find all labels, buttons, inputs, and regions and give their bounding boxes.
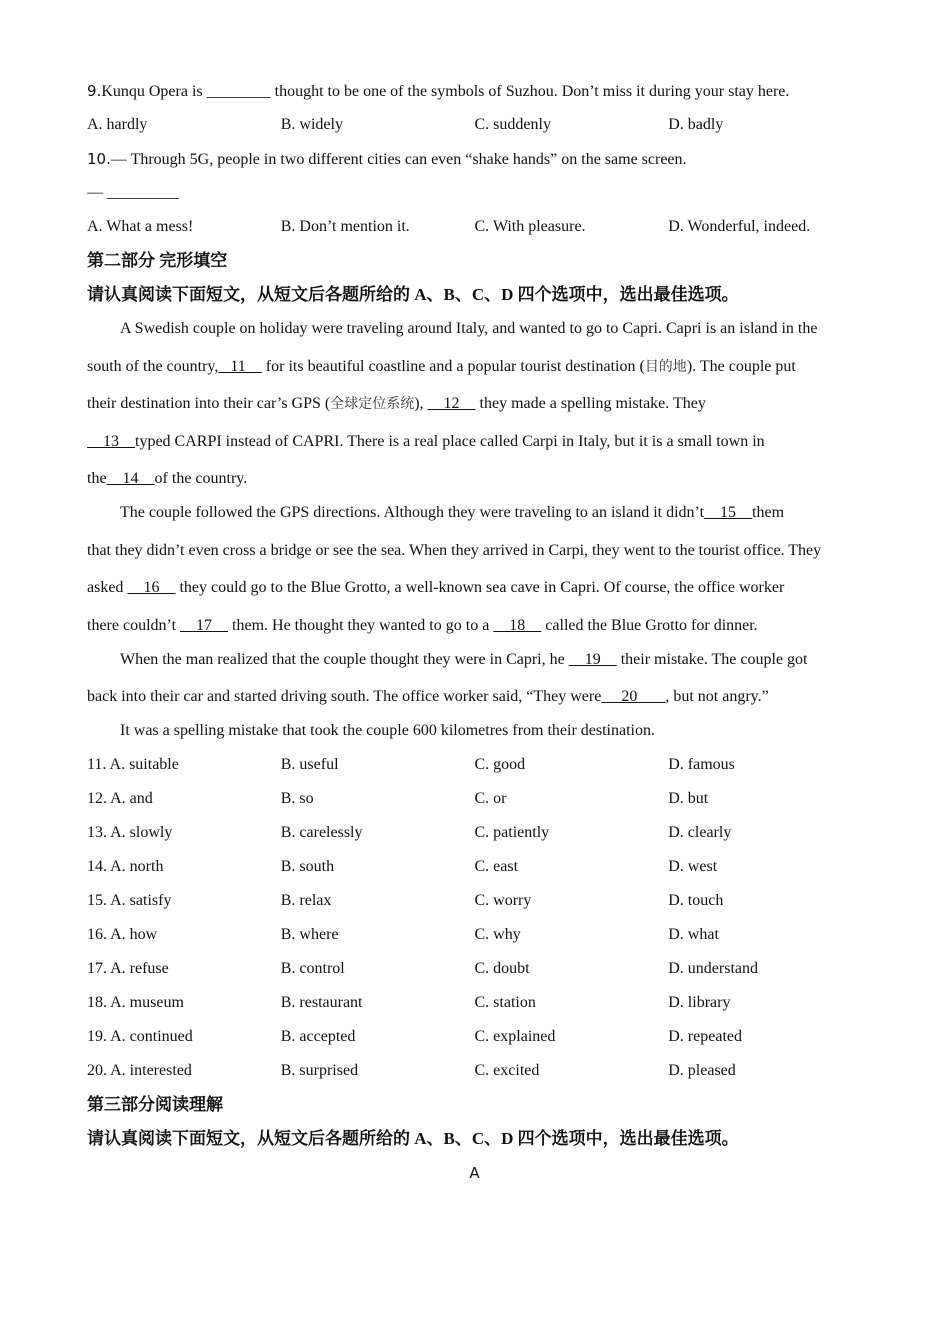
option-b: B. where [280, 926, 339, 943]
passage-line [87, 354, 862, 392]
option-d: D. what [668, 926, 719, 943]
exam-page [87, 78, 862, 1194]
blank-17: 17 [180, 616, 229, 634]
passage-text: The couple followed the GPS directions. Although they were traveling to an island it didn’t [120, 504, 705, 521]
option-b: B. surprised [280, 1062, 359, 1079]
option-d: D. repeated [668, 1028, 742, 1045]
passage-text: ), [414, 395, 428, 412]
part3-title: 第三部分阅读理解 [87, 1095, 223, 1114]
option-d: D. Wonderful, indeed. [668, 218, 811, 235]
passage-text: the [87, 470, 107, 487]
cloze-option-row [87, 786, 862, 820]
passage-line [87, 575, 862, 613]
cloze-option-row [87, 922, 862, 956]
option-c: C. or [474, 790, 507, 807]
part2-instruction: 请认真阅读下面短文，从短文后各题所给的 A、B、C、D 四个选项中，选出最佳选项。 [87, 285, 739, 304]
question-9 [87, 78, 862, 112]
option-c: C. good [474, 756, 526, 773]
option-c: C. excited [474, 1062, 540, 1079]
passage-line: It was a spelling mistake that took the couple 600 kilometres from their destination. [120, 722, 655, 739]
option-a: 11. A. suitable [87, 756, 179, 773]
passage-line [87, 500, 862, 538]
blank-18: 18 [493, 616, 542, 634]
passage-text: their destination into their car’s GPS ( [87, 395, 331, 412]
option-c: C. explained [474, 1028, 556, 1045]
blank-11: 11 [218, 357, 262, 375]
option-a: 17. A. refuse [87, 960, 169, 977]
passage-text: asked [87, 579, 128, 596]
option-b: B. useful [280, 756, 339, 773]
option-a: 20. A. interested [87, 1062, 192, 1079]
passage-text: 全球定位系统 [330, 396, 415, 412]
option-b: B. restaurant [280, 994, 363, 1011]
passage-line [87, 391, 862, 429]
passage-line: that they didn’t even cross a bridge or see the sea. When they arrived in Carpi, they went to the tourist office. They [87, 541, 822, 559]
question-10 [87, 146, 862, 180]
question-9-options [87, 112, 862, 146]
passage-line [87, 684, 862, 718]
passage-line [87, 429, 862, 467]
option-b: B. south [280, 858, 335, 875]
passage-text: When the man realized that the couple thought they were in Capri, he [120, 650, 569, 668]
passage-text: ). The couple put [686, 357, 796, 375]
part2-title: 第二部分 完形填空 [87, 251, 228, 270]
blank-15: 15 [704, 504, 753, 521]
passage-text: typed CARPI instead of CAPRI. There is a real place called Carpi in Italy, but it is a small town in [135, 432, 765, 450]
option-d: D. famous [668, 756, 735, 773]
question-10-options [87, 214, 862, 248]
blank-14: 14 [106, 470, 155, 487]
blank-19: 19 [568, 650, 617, 668]
question-number: 10. [87, 150, 111, 168]
cloze-option-row [87, 752, 862, 786]
passage-text: they could go to the Blue Grotto, a well-known sea cave in Capri. Of course, the office worker [175, 579, 785, 596]
cloze-option-row [87, 888, 862, 922]
option-c: C. why [474, 926, 521, 943]
option-c: C. patiently [474, 824, 550, 841]
option-c: C. doubt [474, 960, 530, 977]
question-number: 9. [87, 82, 102, 100]
blank-16: 16 [127, 579, 176, 596]
passage-text: back into their car and started driving south. The office worker said, “They were [87, 688, 602, 705]
passage-text: called the Blue Grotto for dinner. [541, 616, 758, 634]
question-stem: — Through 5G, people in two different cities can even “shake hands” on the same screen. [110, 151, 687, 168]
passage-line [87, 466, 862, 500]
option-a: 16. A. how [87, 926, 158, 943]
cloze-option-row [87, 1024, 862, 1058]
option-b: B. control [280, 960, 345, 977]
cloze-option-row [87, 820, 862, 854]
option-b: B. Don’t mention it. [280, 218, 410, 235]
cloze-option-row [87, 1058, 862, 1092]
option-d: D. badly [668, 116, 724, 133]
option-c: C. station [474, 994, 536, 1011]
option-b: B. widely [280, 116, 343, 133]
passage-text: there couldn’t [87, 616, 181, 634]
passage-text: them [752, 504, 785, 521]
option-c: C. With pleasure. [474, 218, 586, 235]
option-a: A. hardly [87, 116, 148, 133]
option-d: D. clearly [668, 824, 732, 841]
option-b: B. accepted [280, 1028, 356, 1045]
part3-instruction: 请认真阅读下面短文，从短文后各题所给的 A、B、C、D 四个选项中，选出最佳选项。 [87, 1129, 739, 1148]
blank-13: 13 [87, 432, 135, 450]
question-10-reply: — _________ [87, 184, 179, 201]
blank-12: 12 [427, 395, 476, 412]
passage-text: they made a spelling mistake. They [475, 395, 706, 412]
option-c: C. worry [474, 892, 532, 909]
option-a: 12. A. and [87, 790, 153, 807]
option-a: 13. A. slowly [87, 824, 173, 841]
passage-text: south of the country, [87, 357, 219, 375]
option-b: B. so [280, 790, 314, 807]
passage-text: for its beautiful coastline and a popular tourist destination ( [261, 357, 645, 375]
cloze-option-row [87, 956, 862, 990]
passage-line [87, 613, 862, 647]
option-d: D. pleased [668, 1062, 736, 1079]
cloze-option-row [87, 854, 862, 888]
option-d: D. understand [668, 960, 759, 977]
option-a: 19. A. continued [87, 1028, 193, 1045]
option-d: D. touch [668, 892, 724, 909]
blank-20: 20 [601, 688, 666, 705]
question-stem: Kunqu Opera is ________ thought to be one of the symbols of Suzhou. Don’t miss it during your stay here. [101, 83, 790, 100]
passage-line: A Swedish couple on holiday were traveling around Italy, and wanted to go to Capri. Capri is an island in the [120, 320, 818, 337]
passage-text: of the country. [154, 470, 248, 487]
section-label: A [469, 1164, 480, 1182]
option-d: D. library [668, 994, 731, 1011]
option-b: B. carelessly [280, 824, 363, 841]
option-c: C. east [474, 858, 519, 875]
passage-text: them. He thought they wanted to go to a [228, 616, 494, 634]
option-d: D. but [668, 790, 709, 807]
cloze-option-row [87, 990, 862, 1024]
passage-text: , but not angry.” [665, 688, 769, 705]
option-a: 14. A. north [87, 858, 164, 875]
option-c: C. suddenly [474, 116, 551, 133]
option-b: B. relax [280, 892, 332, 909]
option-d: D. west [668, 858, 718, 875]
passage-line [87, 647, 862, 685]
option-a: 18. A. museum [87, 994, 184, 1011]
option-a: A. What a mess! [87, 218, 194, 235]
passage-text: 目的地 [644, 358, 687, 375]
passage-text: their mistake. The couple got [616, 650, 808, 668]
option-a: 15. A. satisfy [87, 892, 172, 909]
